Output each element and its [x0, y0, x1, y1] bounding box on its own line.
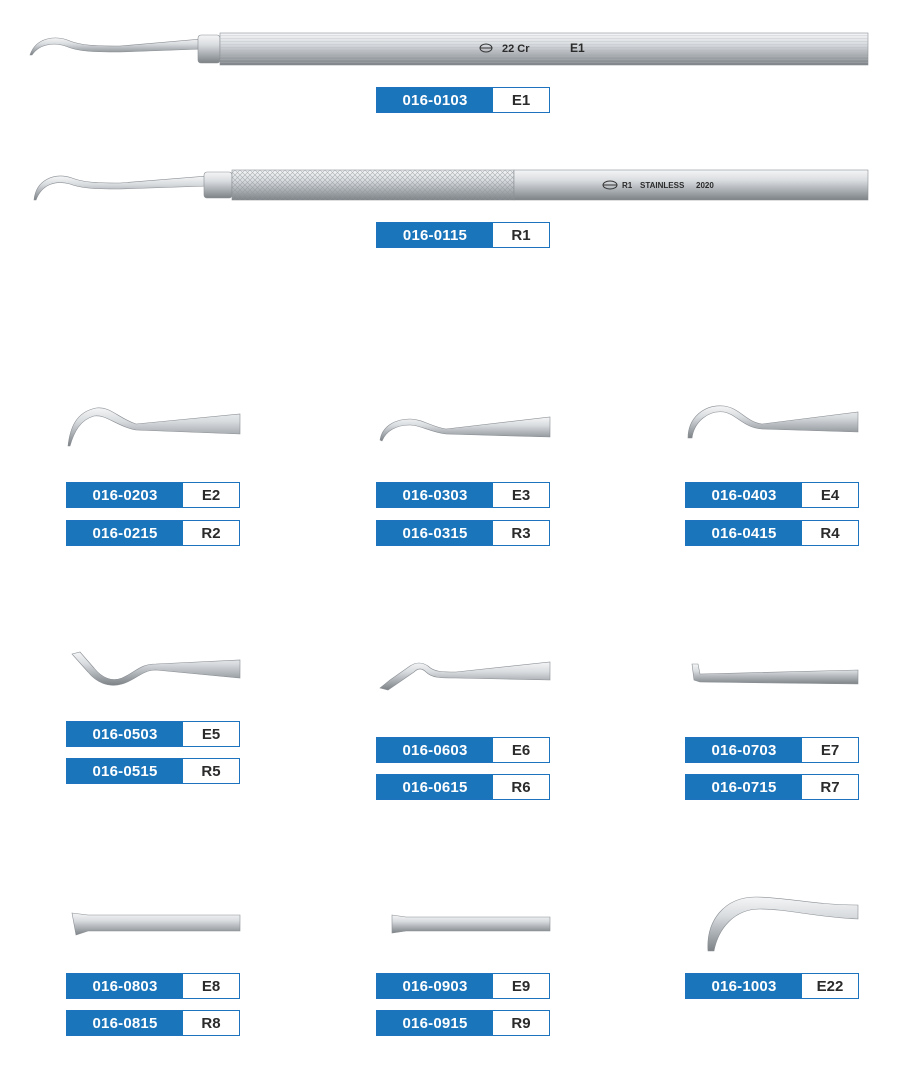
product-tag [376, 1010, 550, 1036]
product-tag [66, 482, 240, 508]
product-code: 016-0803 [67, 974, 183, 998]
product-tag [66, 721, 240, 747]
product-tag [376, 520, 550, 546]
scaler-tip-e5-image [66, 648, 246, 693]
product-model: R5 [183, 759, 239, 783]
product-tag [685, 973, 859, 999]
scaler-tip-e8-image [66, 905, 246, 940]
product-code: 016-0915 [377, 1011, 493, 1035]
product-tag [376, 87, 550, 113]
product-model: E4 [802, 483, 858, 507]
product-model: E6 [493, 738, 549, 762]
product-code: 016-0415 [686, 521, 802, 545]
product-model: R1 [493, 223, 549, 247]
product-model: R8 [183, 1011, 239, 1035]
scaler-tip-e9-image [376, 905, 556, 940]
product-tag [66, 520, 240, 546]
product-tag [66, 1010, 240, 1036]
product-code: 016-0215 [67, 521, 183, 545]
product-model: R2 [183, 521, 239, 545]
product-model: E22 [802, 974, 858, 998]
scaler-tip-e7-image [684, 660, 864, 690]
product-model: E8 [183, 974, 239, 998]
product-model: R6 [493, 775, 549, 799]
product-tag [685, 774, 859, 800]
product-code: 016-0603 [377, 738, 493, 762]
product-tag [376, 973, 550, 999]
instrument-e1-large [20, 25, 880, 75]
product-tag [685, 520, 859, 546]
scaler-tip-e4-image [684, 400, 864, 445]
product-tag [685, 737, 859, 763]
product-code: 016-0115 [377, 223, 493, 247]
scaler-tip-e6-image [376, 650, 556, 695]
product-tag [685, 482, 859, 508]
product-code: 016-0703 [686, 738, 802, 762]
product-code: 016-0303 [377, 483, 493, 507]
product-model: R4 [802, 521, 858, 545]
product-code: 016-0203 [67, 483, 183, 507]
scaler-tip-e3-image [376, 405, 556, 450]
product-tag [376, 482, 550, 508]
engraving-text-3: 2020 [696, 181, 714, 190]
instrument-r1-large [20, 160, 880, 210]
scaler-r1-image [20, 160, 880, 210]
product-model: R9 [493, 1011, 549, 1035]
scaler-tip-e2-image [66, 400, 246, 450]
scaler-tip-e22-image [684, 885, 864, 955]
product-tag [376, 737, 550, 763]
product-code: 016-0815 [67, 1011, 183, 1035]
product-model: E1 [493, 88, 549, 112]
engraving-text-1: 22 Cr [502, 43, 530, 55]
product-tag [66, 758, 240, 784]
product-model: R3 [493, 521, 549, 545]
product-model: R7 [802, 775, 858, 799]
scaler-e1-image [20, 25, 880, 75]
product-tag [376, 222, 550, 248]
product-code: 016-0103 [377, 88, 493, 112]
product-code: 016-0715 [686, 775, 802, 799]
product-code: 016-0515 [67, 759, 183, 783]
product-model: E9 [493, 974, 549, 998]
product-code: 016-0903 [377, 974, 493, 998]
product-tag [66, 973, 240, 999]
product-model: E2 [183, 483, 239, 507]
product-code: 016-0503 [67, 722, 183, 746]
product-code: 016-0315 [377, 521, 493, 545]
product-code: 016-1003 [686, 974, 802, 998]
product-model: E5 [183, 722, 239, 746]
product-model: E7 [802, 738, 858, 762]
product-tag [376, 774, 550, 800]
product-model: E3 [493, 483, 549, 507]
engraving-text-2: STAINLESS [640, 181, 685, 190]
product-code: 016-0615 [377, 775, 493, 799]
engraving-text-2: E1 [570, 41, 585, 55]
product-code: 016-0403 [686, 483, 802, 507]
engraving-text-1: R1 [622, 181, 633, 190]
